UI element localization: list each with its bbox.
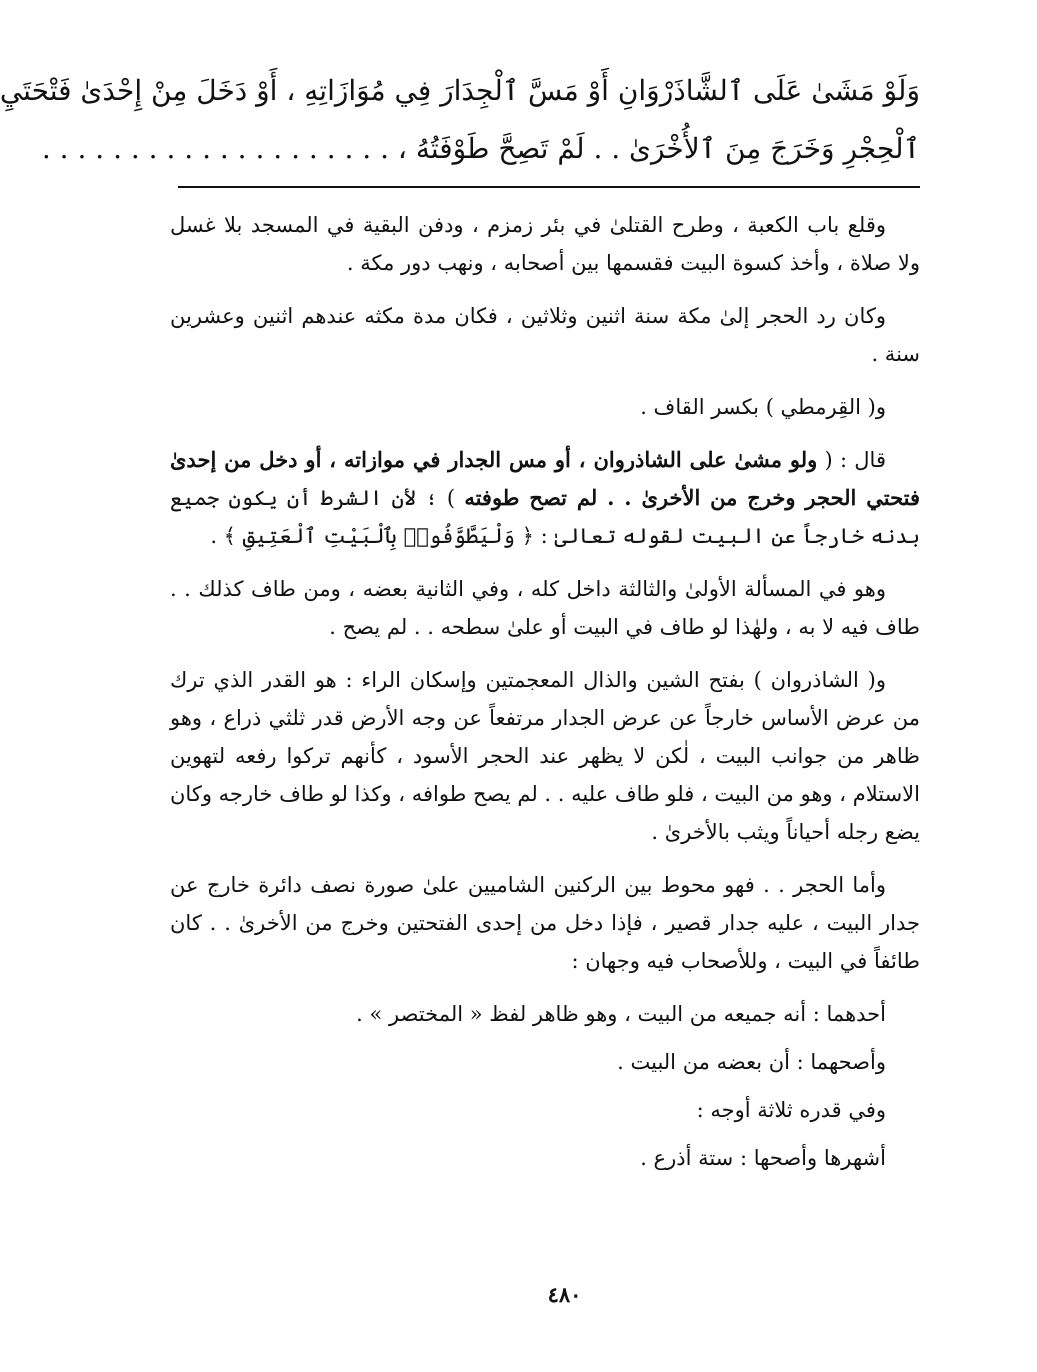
matn-text-block bbox=[0, 62, 920, 178]
commentary-paragraph-9: وأصحهما : أن بعضه من البيت . bbox=[617, 1050, 886, 1074]
quoted-matn: ولو مشىٰ على الشاذروان ، أو مس الجدار في موازاته ، أو دخل من إحدىٰ فتحتي الحجر وخرج من الأخرىٰ . . لم تصح طوفته bbox=[170, 447, 920, 510]
separator-rule bbox=[178, 186, 920, 188]
commentary-paragraph-4 bbox=[170, 441, 920, 555]
commentary-paragraph-11: أشهرها وأصحها : ستة أذرع . bbox=[640, 1146, 886, 1170]
quote-close-and-explanation: ) ؛ لأن الشرط أن يكون جميع بدنه خارجاً عن البيت لقوله تعالىٰ : ﴿ وَلْيَطَّوَّفُوا۟ بِٱلْبَيْتِ ٱلْعَتِيقِ ﴾ . bbox=[170, 486, 920, 548]
commentary-paragraph-2: وكان رد الحجر إلىٰ مكة سنة اثنين وثلاثين ، فكان مدة مكثه عندهم اثنين وعشرين سنة . bbox=[170, 304, 920, 366]
page-number: ٤٨٠ bbox=[547, 1282, 582, 1307]
commentary-paragraph-3: و( القِرمطي ) بكسر القاف . bbox=[640, 395, 886, 419]
commentary-paragraph-7: وأما الحجر . . فهو محوط بين الركنين الشاميين علىٰ صورة نصف دائرة خارج عن جدار البيت ، عليه جدار قصير ، فإذا دخل من إحدى الفتحتين وخرج من الأخرىٰ . . كان طائفاً في البيت ، وللأصحاب فيه وجهان : bbox=[170, 873, 920, 973]
commentary-paragraph-8: أحدهما : أنه جميعه من البيت ، وهو ظاهر لفظ « المختصر » . bbox=[356, 1002, 886, 1026]
commentary-block bbox=[170, 206, 920, 1187]
commentary-paragraph-5: وهو في المسألة الأولىٰ والثالثة داخل كله ، وفي الثانية بعضه ، ومن طاف كذلك . . طاف فيه لا به ، ولهٰذا لو طاف في البيت أو علىٰ سطحه . . لم يصح . bbox=[170, 577, 920, 639]
matn-line-1: وَلَوْ مَشَىٰ عَلَى ٱلشَّاذَرْوَانِ أَوْ مَسَّ ٱلْجِدَارَ فِي مُوَازَاتِهِ ، أَوْ دَخَلَ مِنْ إِحْدَىٰ فَتْحَتَيِ bbox=[0, 74, 920, 107]
commentary-paragraph-1: وقلع باب الكعبة ، وطرح القتلىٰ في بئر زمزم ، ودفن البقية في المسجد بلا غسل ولا صلاة ، وأخذ كسوة البيت فقسمها بين أصحابه ، ونهب دور مكة . bbox=[170, 213, 920, 275]
quote-open: قال : ( bbox=[817, 448, 886, 472]
commentary-paragraph-10: وفي قدره ثلاثة أوجه : bbox=[696, 1098, 886, 1122]
matn-line-2: ٱلْحِجْرِ وَخَرَجَ مِنَ ٱلأُخْرَىٰ . . لَمْ تَصِحَّ طَوْفَتُهُ ، . . . . . . . . . . . . . . . . . . . . bbox=[41, 132, 920, 165]
commentary-paragraph-6: و( الشاذروان ) بفتح الشين والذال المعجمتين وإسكان الراء : هو القدر الذي ترك من عرض الأساس خارجاً عن عرض الجدار مرتفعاً عن وجه الأرض قدر ثلثي ذراع ، وهو ظاهر من جوانب البيت ، لٰكن لا يظهر عند الحجر الأسود ، كأنهم تركوا رفعه لتهوين الاستلام ، وهو من البيت ، فلو طاف عليه . . لم يصح طوافه ، وكذا لو طاف خارجه وكان يضع رجله أحياناً ويثب بالأخرىٰ . bbox=[170, 668, 920, 844]
